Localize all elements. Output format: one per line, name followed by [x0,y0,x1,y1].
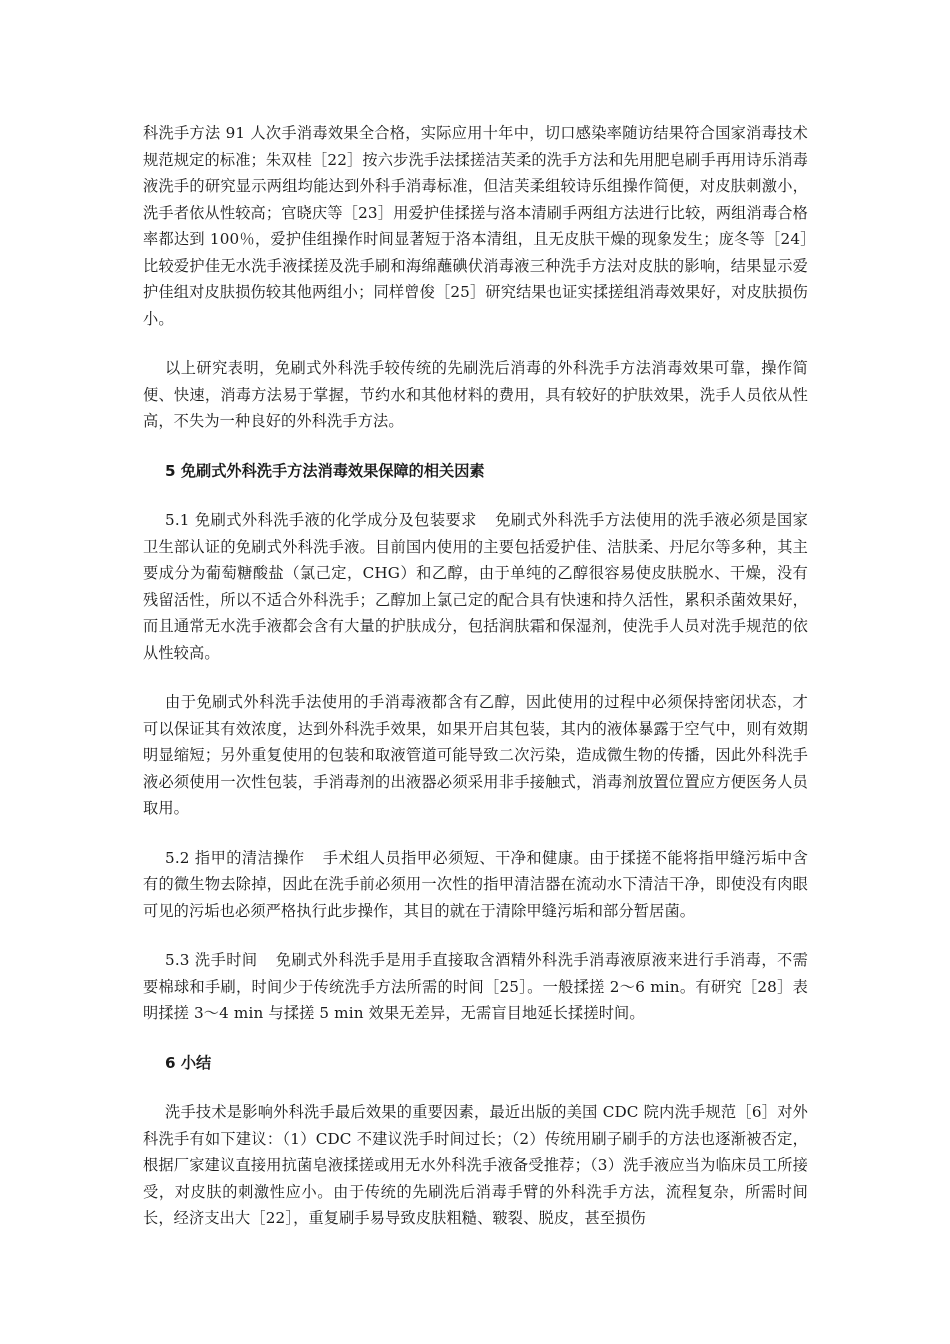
subsection-title-5-3: 5.3 洗手时间 [165,951,258,969]
paragraph-study-results: 科洗手方法 91 人次手消毒效果全合格，实际应用十年中，切口感染率随访结果符合国家消毒技术规范规定的标准；朱双桂［22］按六步洗手法揉搓洁芙柔的洗手方法和先用肥皂刷手再用诗乐消毒液洗手的研究显示两组均能达到外科手消毒标准，但洁芙柔组较诗乐组操作简便，对皮肤刺激小，洗手者依从性较高；官晓庆等［23］用爱护佳揉搓与洛本清刷手两组方法进行比较，两组消毒合格率都达到 100％，爱护佳组操作时间显著短于洛本清组，且无皮肤干燥的现象发生；庞冬等［24］比较爱护佳无水洗手液揉搓及洗手刷和海绵蘸碘伏消毒液三种洗手方法对皮肤的影响，结果显示爱护佳组对皮肤损伤较其他两组小；同样曾俊［25］研究结果也证实揉搓组消毒效果好，对皮肤损伤小。 [143,124,808,328]
paragraph-5-2 [143,845,808,925]
paragraph-sealed-packaging: 由于免刷式外科洗手法使用的手消毒液都含有乙醇，因此使用的过程中必须保持密闭状态，才可以保证其有效浓度，达到外科洗手效果，如果开启其包装，其内的液体暴露于空气中，则有效期明显缩短；另外重复使用的包装和取液管道可能导致二次污染，造成微生物的传播，因此外科洗手液必须使用一次性包装，手消毒剂的出液器必须采用非手接触式，消毒剂放置位置应方便医务人员取用。 [143,693,808,817]
subsection-text-5-3: 免刷式外科洗手是用手直接取含酒精外科洗手消毒液原液来进行手消毒，不需要棉球和手刷，时间少于传统洗手方法所需的时间［25］。一般揉搓 2～6 min。有研究［28］表明揉搓 3～4 min 与揉搓 5 min 效果无差异，无需盲目地延长揉搓时间。 [143,951,808,1022]
paragraph-research-conclusion: 以上研究表明，免刷式外科洗手较传统的先刷洗后消毒的外科洗手方法消毒效果可靠，操作简便、快速，消毒方法易于掌握，节约水和其他材料的费用，具有较好的护肤效果，洗手人员依从性高，不失为一种良好的外科洗手方法。 [143,359,808,430]
subsection-text-5-1: 免刷式外科洗手方法使用的洗手液必须是国家卫生部认证的免刷式外科洗手液。目前国内使用的主要包括爱护佳、洁肤柔、丹尼尔等多种，其主要成分为葡萄糖酸盐（氯己定，CHG）和乙醇，由于单纯的乙醇很容易使皮肤脱水、干燥，没有残留活性，所以不适合外科洗手；乙醇加上氯己定的配合具有快速和持久活性，累积杀菌效果好，而且通常无水洗手液都会含有大量的护肤成分，包括润肤霜和保湿剂，使洗手人员对洗手规范的依从性较高。 [143,511,809,662]
section-heading-6: 6 小结 [165,1053,212,1072]
subsection-text-5-2: 手术组人员指甲必须短、干净和健康。由于揉搓不能将指甲缝污垢中含有的微生物去除掉，因此在洗手前必须用一次性的指甲清洁器在流动水下清洁干净，即使没有肉眼可见的污垢也必须严格执行此步操作，其目的就在于清除甲缝污垢和部分暂居菌。 [143,848,808,920]
subsection-title-5-2: 5.2 指甲的清洁操作 [165,848,305,867]
section-heading-5: 5 免刷式外科洗手方法消毒效果保障的相关因素 [165,461,485,480]
paragraph-summary: 洗手技术是影响外科洗手最后效果的重要因素，最近出版的美国 CDC 院内洗手规范［6］对外科洗手有如下建议：（1）CDC 不建议洗手时间过长；（2）传统用刷子刷手的方法也逐渐被否定，根据厂家建议直接用抗菌皂液揉搓或用无水外科洗手液备受推荐；（3）洗手液应当为临床员工所接受，对皮肤的刺激性应小。由于传统的先刷洗后消毒手臂的外科洗手方法，流程复杂，所需时间长，经济支出大［22］，重复刷手易导致皮肤粗糙、皲裂、脱皮，甚至损伤 [143,1103,808,1227]
paragraph-5-1 [143,507,808,666]
document-page [143,120,808,1255]
subsection-title-5-1: 5.1 免刷式外科洗手液的化学成分及包装要求 [165,511,477,529]
paragraph-5-3 [143,947,808,1027]
